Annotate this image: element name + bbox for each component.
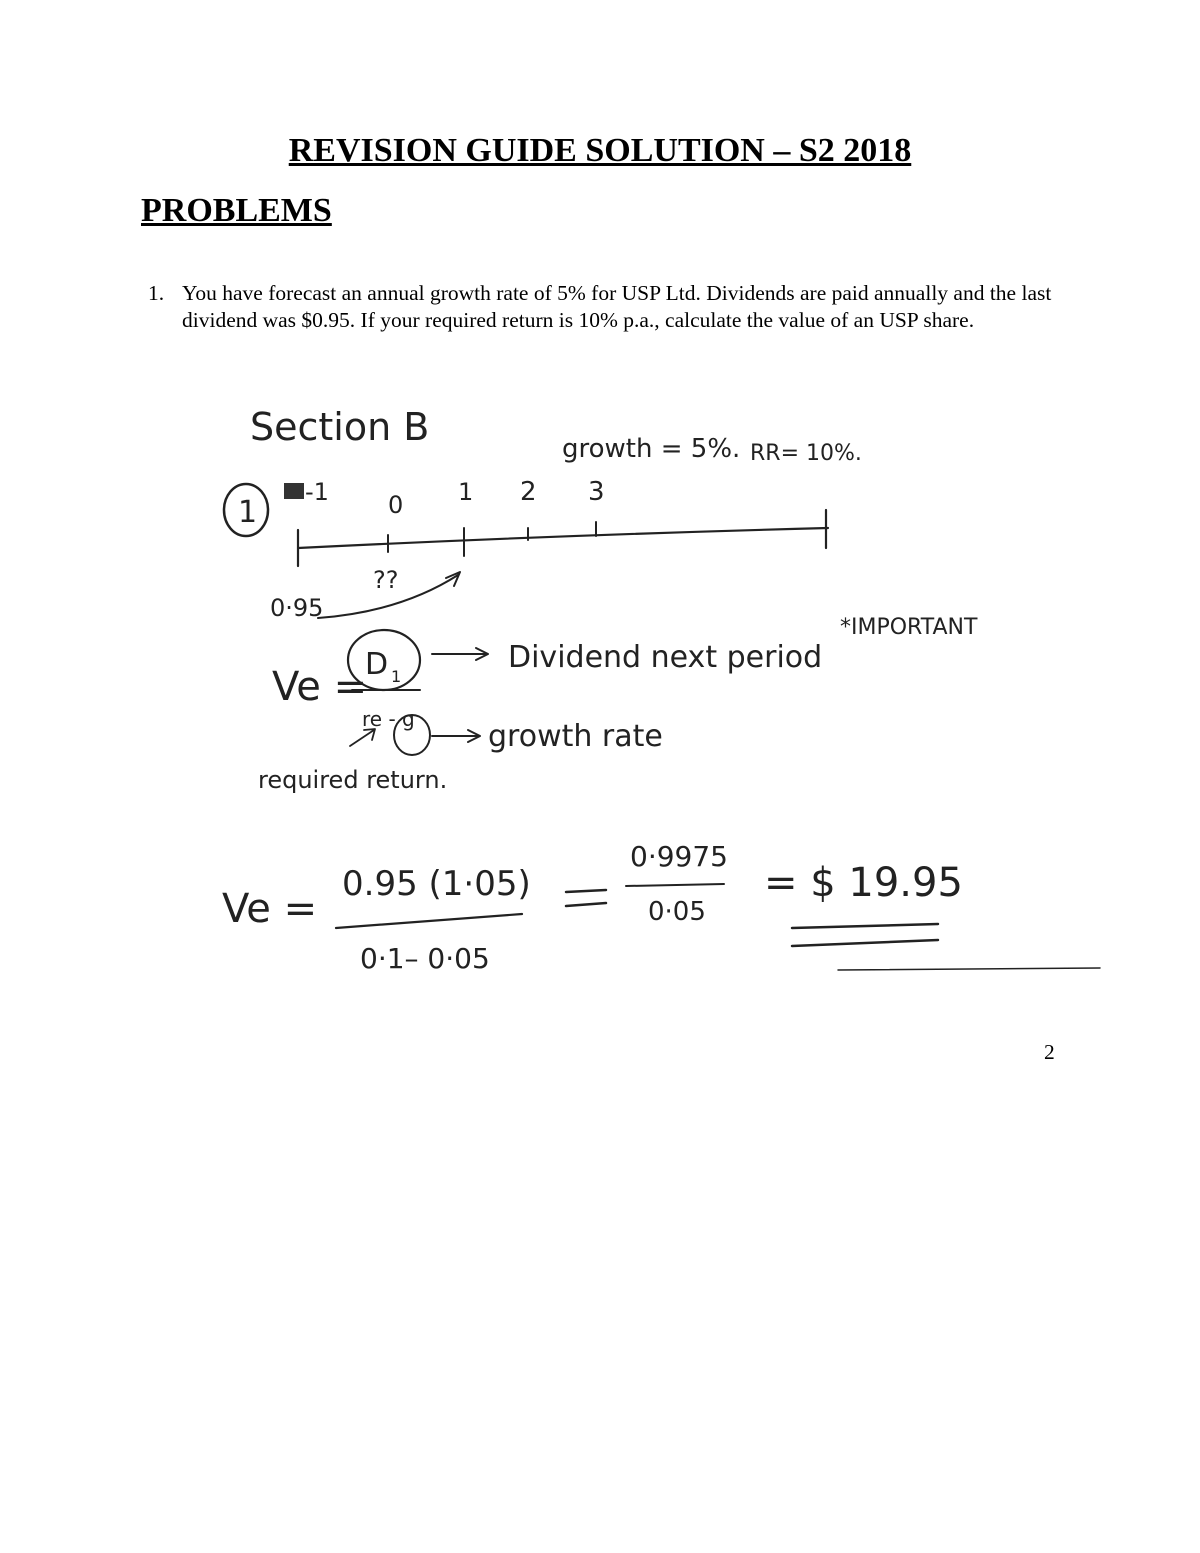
- arrow-growth: [432, 730, 480, 742]
- hw-rr: RR= 10%.: [750, 441, 862, 466]
- hw-growth: growth = 5%.: [562, 434, 741, 464]
- hw-circled-number: 1: [238, 495, 258, 530]
- hw-calc-result: = $ 19.95: [764, 860, 963, 906]
- timeline-label-1: 1: [458, 478, 474, 506]
- timeline-label-0: 0: [388, 491, 404, 519]
- hw-calc-mid-numerator: 0·9975: [630, 840, 728, 873]
- hw-last-dividend: 0·95: [270, 594, 324, 622]
- document-title: REVISION GUIDE SOLUTION – S2 2018: [288, 132, 912, 169]
- hw-note-dividend: Dividend next period: [508, 640, 823, 675]
- result-underline-1: [792, 924, 938, 928]
- hw-section: Section B: [250, 405, 430, 449]
- hw-formula-numerator: D: [365, 647, 389, 682]
- arrow-dividend: [432, 648, 488, 660]
- hw-formula-lhs: Ve =: [272, 664, 368, 710]
- mid-fraction-bar: [626, 884, 724, 886]
- hw-formula-denominator: re - g: [362, 707, 415, 731]
- hw-note-required: required return.: [258, 766, 448, 794]
- page-number: 2: [1044, 1040, 1055, 1064]
- hw-calc-numerator: 0.95 (1·05): [342, 864, 531, 904]
- problem-number: 1.: [148, 281, 165, 305]
- hw-formula-numerator-sub: 1: [391, 667, 402, 686]
- result-underline-2: [792, 940, 938, 946]
- hw-calc-denominator: 0·1– 0·05: [360, 942, 490, 975]
- hw-calc-mid-denominator: 0·05: [648, 897, 706, 927]
- section-heading: PROBLEMS: [141, 192, 332, 229]
- hw-note-growth: growth rate: [488, 719, 663, 754]
- timeline-line: [298, 528, 828, 548]
- timeline-label-3: 3: [588, 477, 605, 507]
- hw-note-important: *IMPORTANT: [840, 615, 978, 640]
- timeline-label-minus1: -1: [305, 478, 329, 506]
- problem-text: You have forecast an annual growth rate of 5% for USP Ltd. Dividends are paid annually and the last dividend was $0.95. If your required return is 10% p.a., calculate the value of an USP share.: [182, 281, 1052, 332]
- equals-sign: [566, 890, 606, 906]
- scribble-mark: [284, 483, 304, 499]
- hw-unknown: ??: [373, 566, 399, 594]
- hw-calc-lhs: Ve =: [222, 886, 318, 932]
- timeline-label-2: 2: [520, 477, 537, 507]
- page-rule: [838, 968, 1100, 970]
- calc-fraction-bar: [336, 914, 522, 928]
- arrow-required: [350, 729, 375, 746]
